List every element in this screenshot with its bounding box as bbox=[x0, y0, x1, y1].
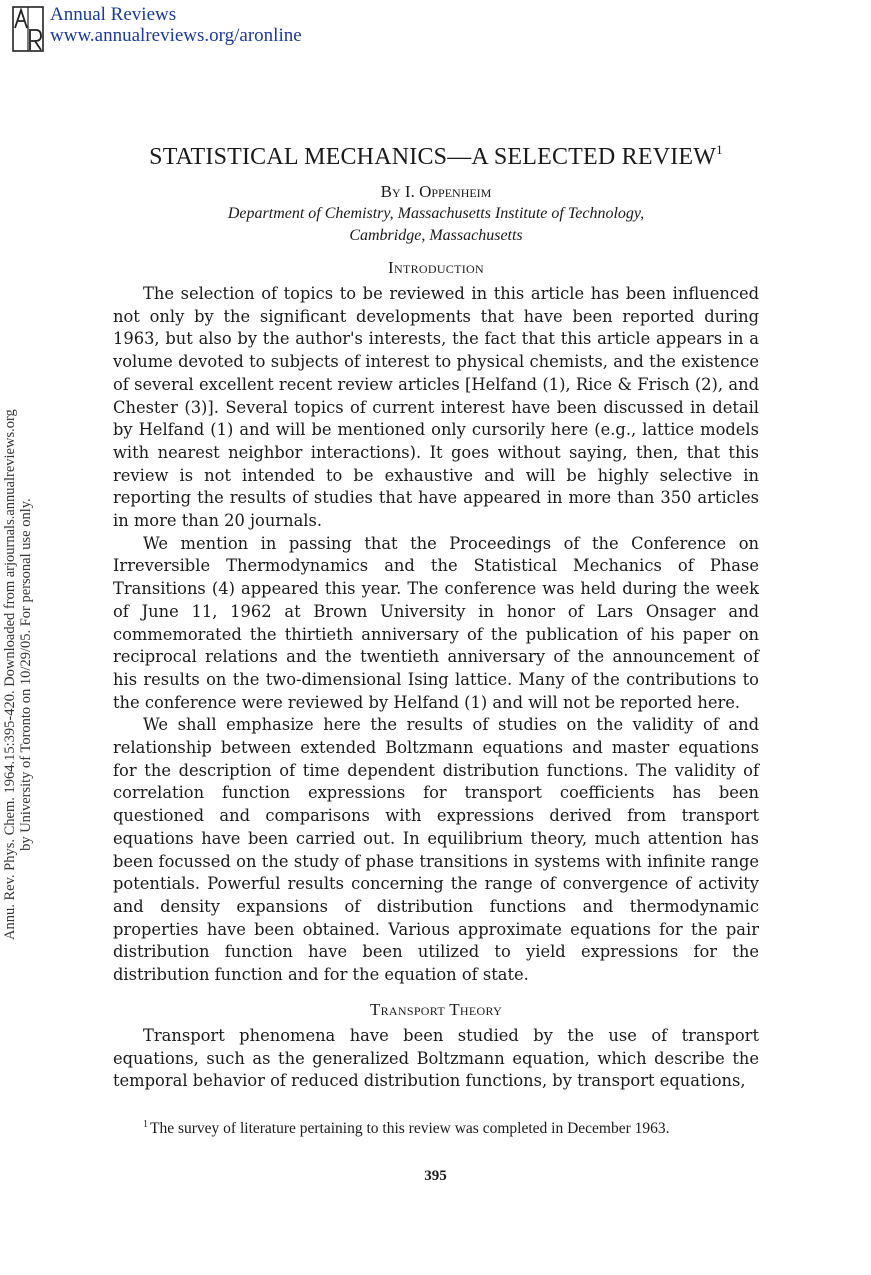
paragraph-1: The selection of topics to be reviewed in this article has been influenced not only by the significant developments that have been reported during 1963, but also by the author's interests, the fact that this article appears in a volume devoted to subjects of interest to physical chemists, and the existence of several excellent recent review articles [Helfand (1), Rice & Frisch (2), and Chester (3)]. Several topics of current interest have been discussed in detail by Helfand (1) and will be mentioned only cursorily here (e.g., lattice models with nearest neighbor interactions). It goes without saying, then, that this review is not intended to be exhaustive and will be highly selective in reporting the results of studies that have appeared in more than 350 articles in more than 20 journals. bbox=[113, 284, 759, 531]
footnote bbox=[113, 1114, 759, 1139]
paragraph-3: We shall emphasize here the results of studies on the validity of and relationship between extended Boltzmann equations and master equations for the description of time dependent distribution functions. The validity of correlation function expressions for transport coefficients has been questioned and comparisons with expressions derived from transport equations have been carried out. In equilibrium theory, much attention has been focussed on the study of phase transitions in systems with infinite range potentials. Powerful results concerning the range of convergence of activity and density expansions of distribution functions and thermodynamic properties have been obtained. Various approximate equations for the pair distribution function have been utilized to yield expressions for the distribution function and for the equation of state. bbox=[113, 715, 759, 985]
affiliation-line1: Department of Chemistry, Massachusetts Institute of Technology, bbox=[227, 205, 645, 222]
article-body bbox=[113, 134, 759, 1093]
byline bbox=[113, 181, 759, 203]
annual-reviews-logo-icon bbox=[12, 6, 44, 52]
title-footnote-mark[interactable]: 1 bbox=[716, 142, 723, 157]
download-notice-line2: by University of Toronto on 10/29/05. For personal use only. bbox=[18, 498, 34, 851]
section-heading-introduction: Introduction bbox=[388, 258, 484, 277]
download-notice bbox=[2, 409, 34, 940]
site-url-link[interactable]: www.annualreviews.org/aronline bbox=[50, 25, 302, 46]
article-title bbox=[113, 134, 759, 173]
download-notice-line1: Annu. Rev. Phys. Chem. 1964.15:395-420. Downloaded from arjournals.annualreviews.org bbox=[2, 409, 18, 940]
publisher-link[interactable]: Annual Reviews bbox=[50, 4, 177, 25]
affiliation-line2: Cambridge, Massachusetts bbox=[349, 227, 523, 244]
page-number: 395 bbox=[424, 1168, 447, 1184]
author-name: I. Oppenheim bbox=[404, 182, 492, 201]
paragraph-4: Transport phenomena have been studied by the use of transport equations, such as the generalized Boltzmann equation, which describe the temporal behavior of reduced distribution functions, by transport equations, bbox=[113, 1025, 759, 1091]
footnote-mark: 1 bbox=[143, 1119, 148, 1130]
footnote-text: The survey of literature pertaining to this review was completed in December 1963. bbox=[150, 1120, 670, 1137]
byline-by: By bbox=[380, 182, 401, 201]
article-title-text: STATISTICAL MECHANICS—A SELECTED REVIEW bbox=[149, 144, 717, 170]
paragraph-2: We mention in passing that the Proceedings of the Conference on Irreversible Thermodynamics and the Statistical Mechanics of Phase Transitions (4) appeared this year. The conference was held during the week of June 11, 1962 at Brown University in honor of Lars Onsager and commemorated the thirtieth anniversary of the publication of his paper on reciprocal relations and the twentieth anniversary of the announcement of his results on the two-dimensional Ising lattice. Many of the contributions to the conference were reviewed by Helfand (1) and will not be reported here. bbox=[113, 533, 759, 712]
section-heading-transport-theory: Transport Theory bbox=[369, 999, 503, 1019]
